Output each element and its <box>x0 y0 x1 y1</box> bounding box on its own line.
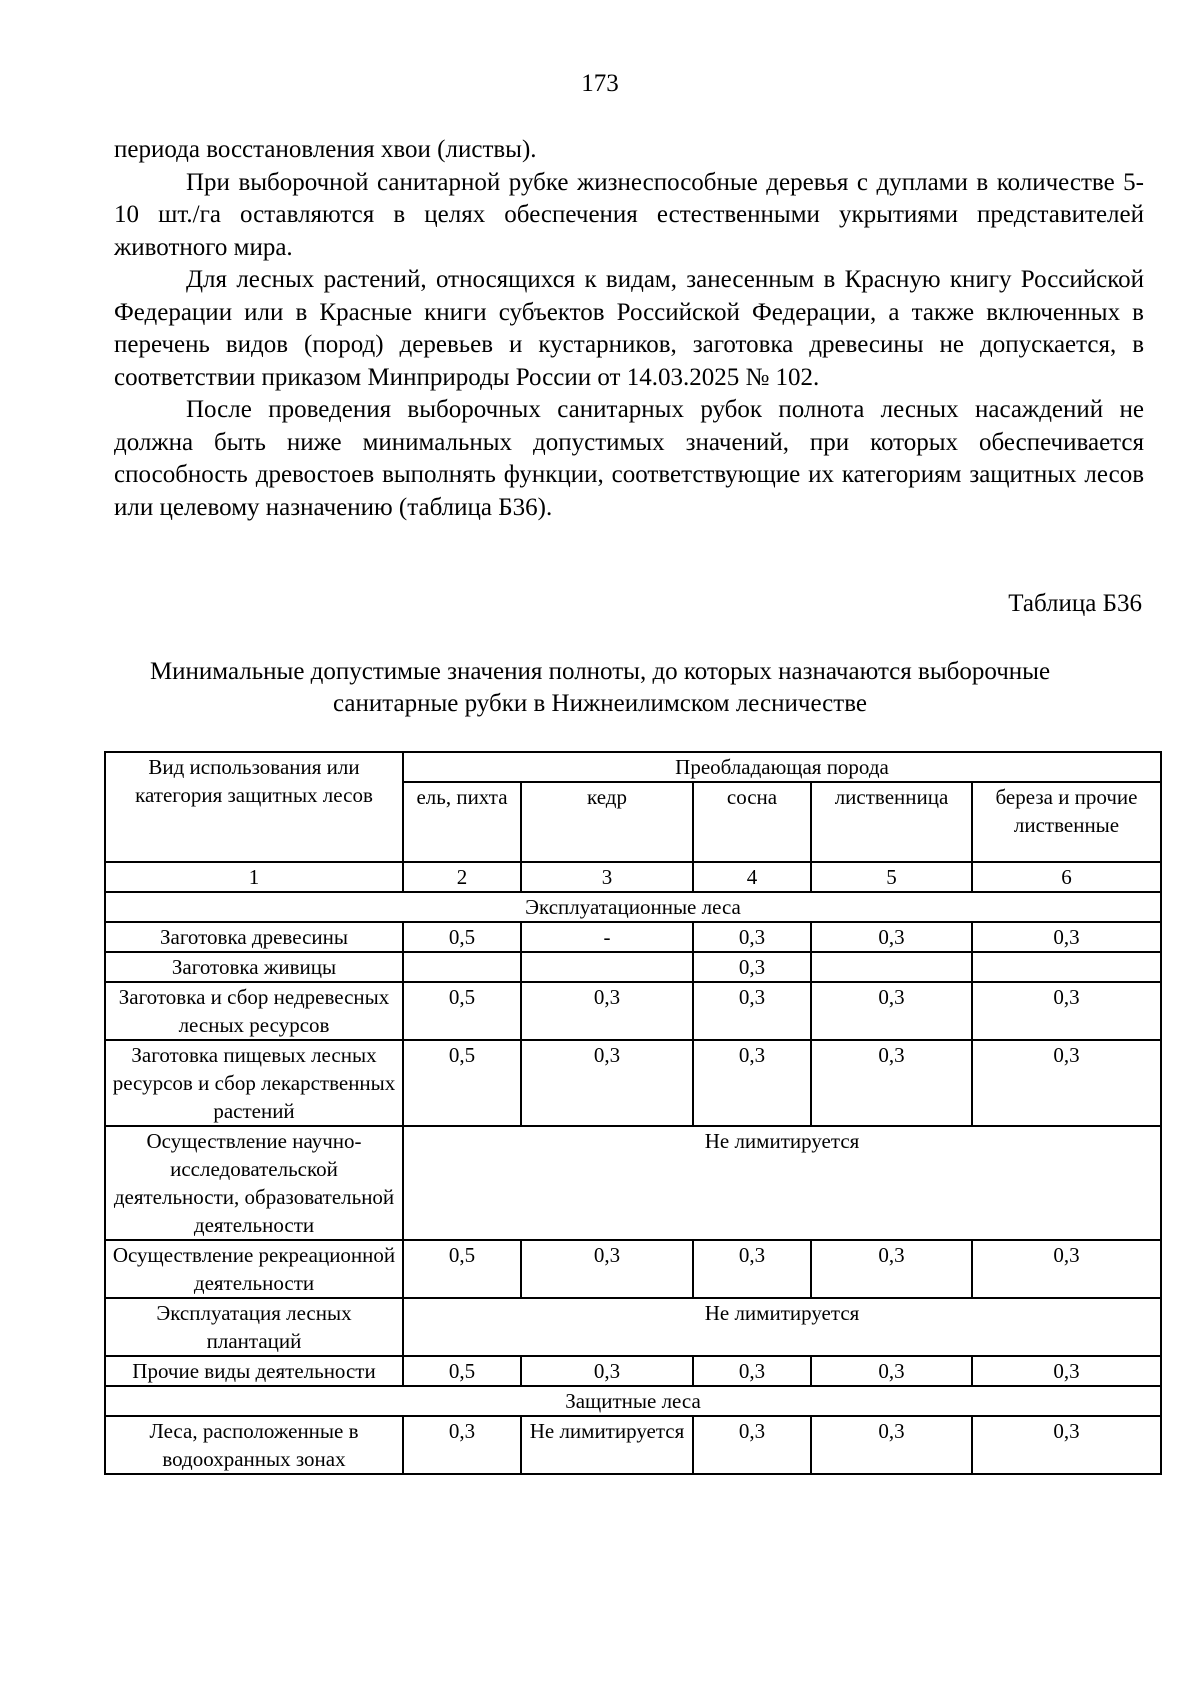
cell-value: 0,3 <box>521 1240 693 1298</box>
table-row <box>105 1356 1161 1386</box>
table-row <box>105 1298 1161 1356</box>
section-title: Защитные леса <box>105 1386 1161 1416</box>
cell-value: 0,3 <box>403 1416 521 1474</box>
cell-value: 0,5 <box>403 922 521 952</box>
table-row <box>105 1416 1161 1474</box>
table-row <box>105 1126 1161 1240</box>
cell-value: 0,3 <box>972 1356 1161 1386</box>
cell-value: 0,3 <box>693 1356 811 1386</box>
paragraph: периода восстановления хвои (листвы). <box>114 136 537 163</box>
section-row <box>105 1386 1161 1416</box>
cell-value: 0,5 <box>403 1040 521 1126</box>
table-header-row <box>105 752 1161 782</box>
cell-value: 0,3 <box>693 1040 811 1126</box>
column-number: 6 <box>972 862 1161 892</box>
table-row <box>105 1040 1161 1126</box>
column-number-row <box>105 862 1161 892</box>
section-title: Эксплуатационные леса <box>105 892 1161 922</box>
header-usage-type: Вид использования или категория защитных лесов <box>105 752 403 862</box>
table-row <box>105 1240 1161 1298</box>
paragraph: При выборочной санитарной рубке жизнеспособные деревья с дуплами в количестве 5-10 шт./га оставляются в целях обеспечения естественными укрытиями представителей животного мира. <box>114 168 1144 261</box>
cell-value: 0,3 <box>693 922 811 952</box>
cell-value: 0,3 <box>811 1416 972 1474</box>
density-table <box>104 751 1162 1475</box>
cell-value: 0,3 <box>521 982 693 1040</box>
cell-value: 0,3 <box>693 982 811 1040</box>
cell-value: 0,3 <box>811 1240 972 1298</box>
cell-value: 0,3 <box>693 1240 811 1298</box>
cell-value: 0,3 <box>972 922 1161 952</box>
cell-merged-value: Не лимитируется <box>403 1126 1161 1240</box>
cell-value: 0,5 <box>403 982 521 1040</box>
cell-value <box>811 952 972 982</box>
table-caption <box>100 656 1100 720</box>
header-species-larch: лиственница <box>811 782 972 862</box>
body-text <box>114 134 1144 524</box>
table-row <box>105 982 1161 1040</box>
row-name: Осуществление научно-исследовательской деятельности, образовательной деятельности <box>105 1126 403 1240</box>
row-name: Заготовка живицы <box>105 952 403 982</box>
row-name: Прочие виды деятельности <box>105 1356 403 1386</box>
row-name: Эксплуатация лесных плантаций <box>105 1298 403 1356</box>
table-row <box>105 952 1161 982</box>
cell-value: 0,3 <box>811 1356 972 1386</box>
cell-value <box>521 952 693 982</box>
cell-value: 0,5 <box>403 1240 521 1298</box>
cell-value: 0,3 <box>811 1040 972 1126</box>
page-number: 173 <box>581 70 619 97</box>
table-caption-line: Минимальные допустимые значения полноты, до которых назначаются выборочные <box>149 658 1051 685</box>
header-dominant-species: Преобладающая порода <box>403 752 1161 782</box>
cell-merged-value: Не лимитируется <box>403 1298 1161 1356</box>
table-caption-line: санитарные рубки в Нижнеилимском лесничестве <box>333 690 867 717</box>
paragraph: После проведения выборочных санитарных рубок полнота лесных насаждений не должна быть ниже минимальных допустимых значений, при которых обеспечивается способность древостоев выполнять функции, соответствующие их категориям защитных лесов или целевому назначению (таблица Б36). <box>114 396 1144 521</box>
cell-value: 0,3 <box>521 1040 693 1126</box>
paragraph: Для лесных растений, относящихся к видам, занесенным в Красную книгу Российской Федерации или в Красные книги субъектов Российской Федерации, а также включенных в перечень видов (пород) деревьев и кустарников, заготовка древесины не допускается, в соответствии приказом Минприроды России от 14.03.2025 № 102. <box>114 266 1144 391</box>
column-number: 3 <box>521 862 693 892</box>
row-name: Леса, расположенные в водоохранных зонах <box>105 1416 403 1474</box>
row-name: Заготовка пищевых лесных ресурсов и сбор лекарственных растений <box>105 1040 403 1126</box>
cell-value: 0,5 <box>403 1356 521 1386</box>
header-species-spruce-fir: ель, пихта <box>403 782 521 862</box>
cell-value: 0,3 <box>972 1040 1161 1126</box>
cell-value: 0,3 <box>693 952 811 982</box>
cell-value: 0,3 <box>811 982 972 1040</box>
cell-value <box>403 952 521 982</box>
cell-value: 0,3 <box>972 982 1161 1040</box>
column-number: 5 <box>811 862 972 892</box>
header-species-cedar: кедр <box>521 782 693 862</box>
column-number: 2 <box>403 862 521 892</box>
cell-value: 0,3 <box>693 1416 811 1474</box>
table-row <box>105 922 1161 952</box>
table-label: Таблица Б36 <box>1008 590 1142 617</box>
cell-value: 0,3 <box>972 1416 1161 1474</box>
cell-value: Не лимитируется <box>521 1416 693 1474</box>
header-species-birch: береза и прочие лиственные <box>972 782 1161 862</box>
cell-value: 0,3 <box>811 922 972 952</box>
row-name: Заготовка древесины <box>105 922 403 952</box>
cell-value: - <box>521 922 693 952</box>
row-name: Заготовка и сбор недревесных лесных ресурсов <box>105 982 403 1040</box>
column-number: 4 <box>693 862 811 892</box>
cell-value <box>972 952 1161 982</box>
cell-value: 0,3 <box>972 1240 1161 1298</box>
row-name: Осуществление рекреационной деятельности <box>105 1240 403 1298</box>
section-row <box>105 892 1161 922</box>
cell-value: 0,3 <box>521 1356 693 1386</box>
header-species-pine: сосна <box>693 782 811 862</box>
column-number: 1 <box>105 862 403 892</box>
